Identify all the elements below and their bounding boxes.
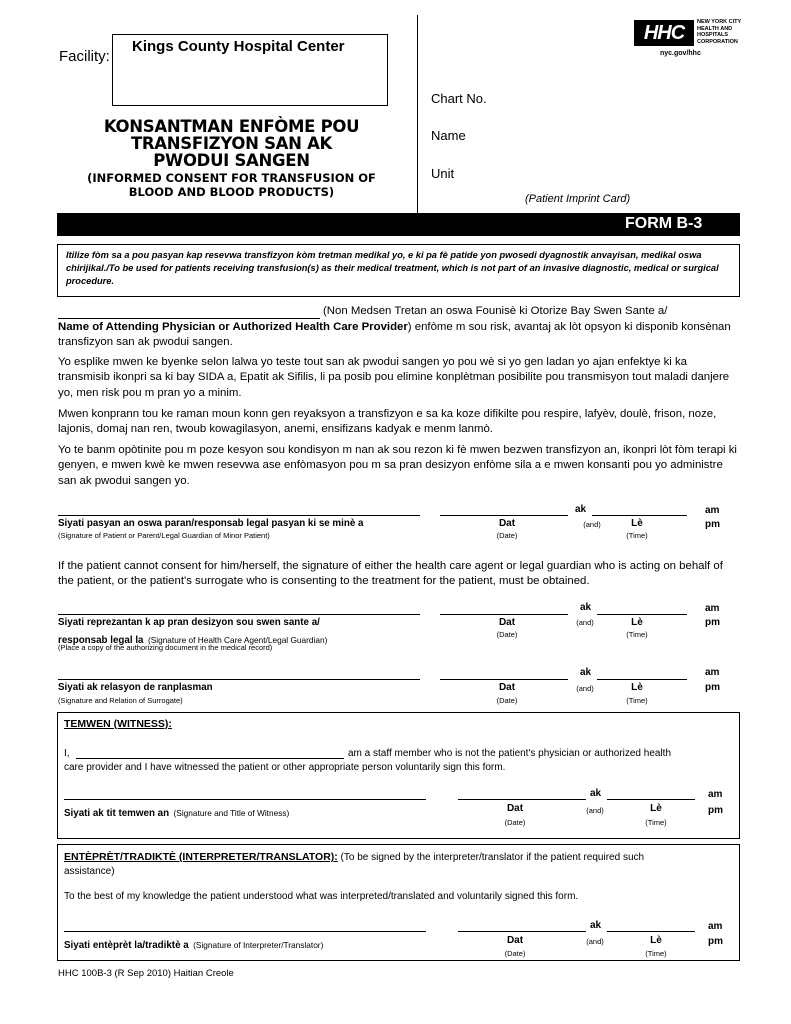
interpreter-sig-label-en: (Signature of Interpreter/Translator) [193,940,324,950]
interpreter-date: (Date) [504,949,526,958]
interpreter-heading-row [64,850,734,879]
witness-date: (Date) [504,818,526,827]
unit-label: Unit [431,166,455,181]
sig1-le: Lè [631,518,643,529]
sig3-and: (and) [576,684,594,693]
witness-ak: ak [590,788,602,799]
witness-sig-label-row [64,803,289,821]
witness-sig-label: Siyati ak tit temwen an [64,808,170,819]
sig2-dat: Dat [498,617,516,628]
sig1-pm: pm [705,519,720,530]
form-title [60,118,403,169]
sig3-date: (Date) [496,696,518,705]
witness-and: (and) [586,806,604,815]
interpreter-date-line[interactable] [458,931,586,932]
form-footer: HHC 100B-3 (R Sep 2010) Haitian Creole [58,968,234,979]
p5: If the patient cannot consent for him/herself, the signature of either the health care agent or legal guardian who is acting on behalf of the patient, or the patient's surrogate who is consenting to the treatment for the patient, must be obtained. [58,560,723,588]
witness-prefix: I, [64,748,70,759]
sig1-time-line[interactable] [592,515,687,516]
interpreter-heading: ENTÈPRÈT/TRADIKTÈ (INTERPRETER/TRANSLATOR): [64,851,338,863]
sig2-and: (and) [576,618,594,627]
p3: Mwen konprann tou ke raman moun konn gen reyaksyon a transfizyon e sa ka koze difikilte pou respire, lafyèv, doulè, frison, noze, lajonis, domaj nan ren, twoub kowagilasyon, anemi, ensifizans kadyak e menm lanmò. [58,408,717,436]
sig1-label-en: (Signature of Patient or Parent/Legal Guardian of Minor Patient) [58,531,270,540]
interpreter-ak: ak [590,920,602,931]
sig1-date-line[interactable] [440,515,568,516]
witness-dat: Dat [506,803,524,814]
interpreter-dat: Dat [506,935,524,946]
witness-sig-label-en: (Signature and Title of Witness) [173,808,290,818]
witness-time-line[interactable] [607,799,695,800]
sig2-time-line[interactable] [597,614,687,615]
sig1-line[interactable] [58,515,420,516]
sig2-le: Lè [631,617,643,628]
sig1-and: (and) [583,520,601,529]
interpreter-am: am [708,921,723,932]
sig1-ak: ak [575,504,587,515]
facility-label: Facility: [59,48,110,65]
p1-rest: ) enfòme m sou risk, avantaj ak lòt opsyon ki disponib konsènan transfizyon san ak pwodui sangen. [58,321,731,349]
witness-date-line[interactable] [458,799,586,800]
p1-body [58,320,738,351]
sig3-label-en: (Signature and Relation of Surrogate) [58,696,183,705]
subtitle-line-2: BLOOD AND BLOOD PRODUCTS) [128,185,335,199]
witness-name-line[interactable] [76,758,344,759]
witness-time: (Time) [645,818,667,827]
chart-no-label: Chart No. [431,91,487,106]
interpreter-le: Lè [650,935,662,946]
sig2-ak: ak [580,602,592,613]
sig3-ak: ak [580,667,592,678]
interpreter-and: (and) [586,937,604,946]
sig3-time-line[interactable] [597,679,687,680]
title-line-3: PWODUI SANGEN [153,151,310,170]
interpreter-text: To the best of my knowledge the patient understood what was interpreted/translated and voluntarily signed this form. [64,891,579,902]
sig3-label: Siyati ak relasyon de ranplasman [58,682,213,693]
sig2-am: am [705,603,720,614]
witness-heading: TEMWEN (WITNESS): [64,718,172,730]
form-subtitle [60,171,403,199]
witness-le: Lè [650,803,662,814]
witness-sig-line[interactable] [64,799,426,800]
sig2-label-1: Siyati reprezantan k ap pran desizyon sou swen sante a/ [58,617,320,628]
interpreter-sig-line[interactable] [64,931,426,932]
sig3-time: (Time) [626,696,648,705]
sig2-date-line[interactable] [440,614,568,615]
sig3-pm: pm [705,682,720,693]
sig3-am: am [705,667,720,678]
sig3-dat: Dat [498,682,516,693]
sig2-label-en: (Signature of Health Care Agent/Legal Guardian) [147,635,328,645]
sig1-dat: Dat [498,518,516,529]
instruction-text: Itilize fòm sa a pou pasyan kap resevwa transfizyon kòm tretman medikal yo, e ki pa fè patide yon pwosedi dyagnostik anvayisan, medikal oswa chirijikal./To be used for patients receiving transfusion(s) as their medical treatment, which is not part of an invasive diagnostic, medical or surgical procedure. [66,250,719,286]
hhc-logo-url: nyc.gov/hhc [660,50,701,57]
sig2-date: (Date) [496,630,518,639]
p4: Yo te banm opòtinite pou m poze kesyon sou kondisyon m nan ak sou rezon ki fè mwen bezwen transfizyon an, ikonpri lòt fòm terapi ki genyen, e mwen kwè ke mwen resevwa ase enfòmasyon pou m sa pran desizyon enfòme sila a e mwen konsanti pou yo administre san ak pwodui sangen yo. [58,444,737,487]
p1-line1: (Non Medsen Tretan an oswa Founisè ki Otorize Bay Swen Sante a/ [323,305,668,317]
sig1-am: am [705,505,720,516]
sig3-date-line[interactable] [440,679,568,680]
subtitle-line-1: (INFORMED CONSENT FOR TRANSFUSION OF [87,171,376,185]
title-line-2: TRANSFIZYON SAN AK [130,134,333,153]
interpreter-sig-label: Siyati entèprèt la/tradiktè a [64,940,189,951]
physician-name-line[interactable] [58,318,320,319]
p1-bold: Name of Attending Physician or Authorized Health Care Provider [58,321,408,333]
witness-am: am [708,789,723,800]
facility-name: Kings County Hospital Center [132,38,345,55]
interpreter-time: (Time) [645,949,667,958]
hhc-logo: HHC [634,20,694,46]
hhc-logo-subtext: NEW YORK CITY HEALTH AND HOSPITALS CORPORATION [697,19,742,45]
sig2-line[interactable] [58,614,420,615]
sig2-label-2: responsab legal la [58,635,144,646]
interpreter-sig-label-row [64,935,323,953]
sig2-time: (Time) [626,630,648,639]
sig1-date: (Date) [496,531,518,540]
form-code: FORM B-3 [625,215,703,232]
interpreter-time-line[interactable] [607,931,695,932]
interpreter-heading-rest-2: assistance) [64,866,115,877]
name-label: Name [431,128,466,143]
sig3-le: Lè [631,682,643,693]
interpreter-heading-rest: (To be signed by the interpreter/translator if the patient required such [337,852,645,863]
interpreter-pm: pm [708,936,723,947]
header-divider [417,15,418,213]
patient-imprint-label: (Patient Imprint Card) [525,193,631,205]
witness-text-2: care provider and I have witnessed the patient or other appropriate person voluntarily sign this form. [64,762,506,773]
sig1-label: Siyati pasyan an oswa paran/responsab legal pasyan ki se minè a [58,518,364,529]
witness-pm: pm [708,805,723,816]
sig2-pm: pm [705,617,720,628]
witness-text-1: am a staff member who is not the patient's physician or authorized health [348,748,672,759]
sig2-note: (Place a copy of the authorizing document in the medical record) [58,643,273,652]
sig1-time: (Time) [626,531,648,540]
title-line-1: KONSANTMAN ENFÒME POU [103,117,360,136]
sig3-line[interactable] [58,679,420,680]
p2: Yo esplike mwen ke byenke selon lalwa yo teste tout san ak pwodui sangen yo pou wè si yo gen ladan yo ajan enfektye ki ka transmisib ikonpri sa ki bay SIDA a, Epatit ak Sifilis, li pa posib pou elimine konplètman posibilite pou transmisyon tout maladi danjere yo, men risk pou m pran yo a minim. [58,356,730,399]
